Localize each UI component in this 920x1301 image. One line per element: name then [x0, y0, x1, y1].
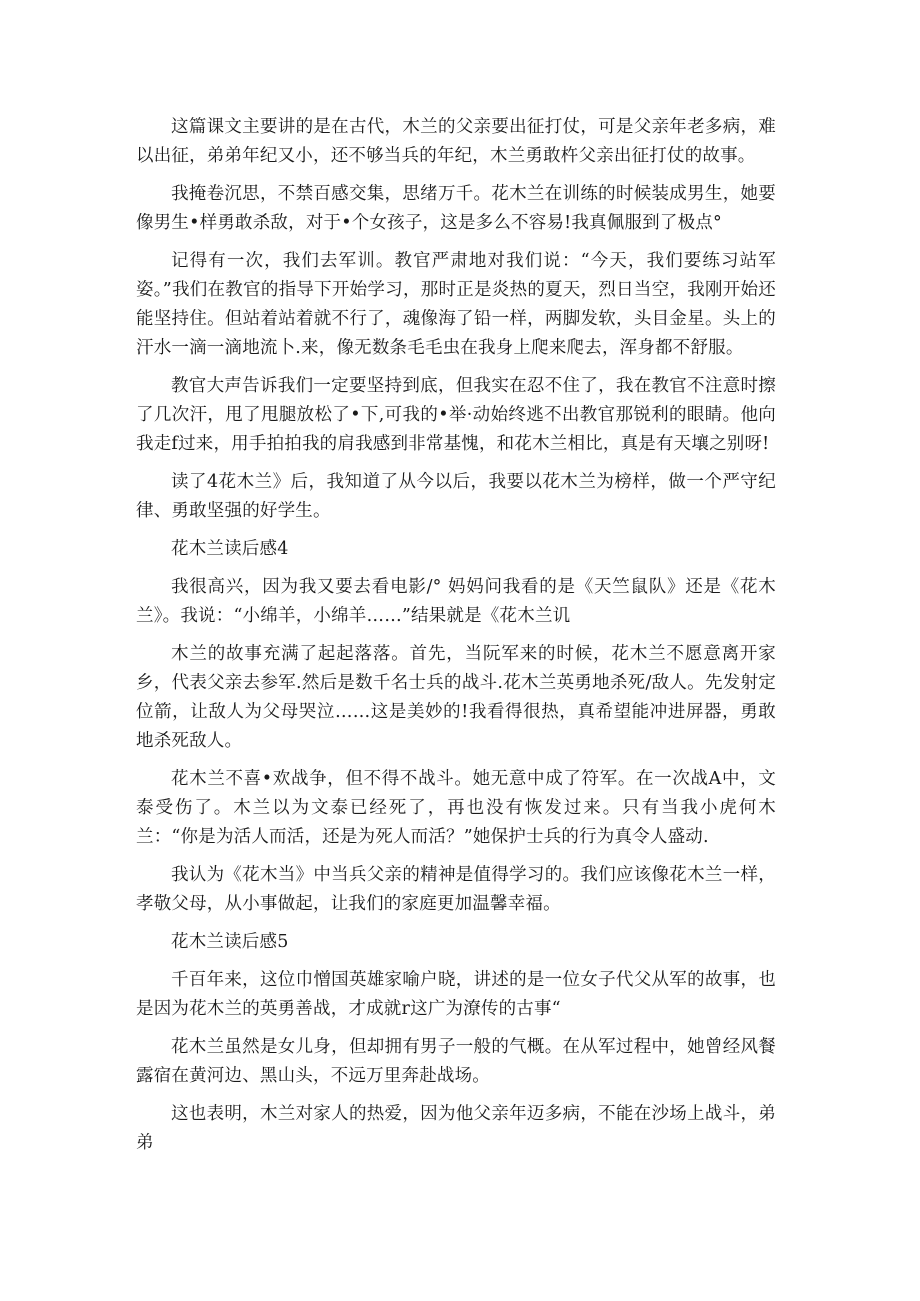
- paragraph: 我认为《花木当》中当兵父亲的精神是值得学习的。我们应该像花木兰一样，孝敬父母，从小事做起，让我们的家庭更加温馨幸福。: [136, 865, 776, 914]
- paragraph: 千百年来，这位巾憎国英雄家喻户晓，讲述的是一位女子代父从军的故事，也是因为花木兰的英勇善战，才成就r这广为潦传的古事“: [136, 970, 776, 1019]
- paragraph: 花木兰不喜•欢战争，但不得不战斗。她无意中成了符军。在一次战A中，文泰受伤了。木兰以为文泰已经死了，再也没有恢发过来。只有当我小虎何木兰：“你是为活人而活，还是为死人而活？”她保护士兵的行为真令人盛动.: [136, 769, 776, 847]
- section-heading: 花木兰读后感4: [171, 539, 289, 559]
- paragraph: 记得有一次，我们去军训。教官严肃地对我们说：“今天，我们要练习站军姿。”我们在教官的指导下开始学习，那时正是炎热的夏天，烈日当空，我刚开始还能坚持住。但站着站着就不行了，魂像海了铅一样，两脚发软，头目金星。头上的汗水一滴一滴地流卜.来，像无数条毛毛虫在我身上爬来爬去，浑身都不舒服。: [136, 251, 776, 358]
- paragraph: 花木兰虽然是女儿身，但却拥有男子一般的气概。在从军过程中，她曾经风餐露宿在黄河边、黑山头，不远万里奔赴战场。: [136, 1037, 776, 1086]
- document-body: [136, 113, 776, 1167]
- paragraph: 读了4花木兰》后，我知道了从今以后，我要以花木兰为榜样，做一个严守纪律、勇敢坚强的好学生。: [136, 472, 776, 521]
- paragraph: 这也表明，木兰对家人的热爱，因为他父亲年迈多病，不能在沙场上战斗，弟弟: [136, 1104, 776, 1153]
- paragraph: 木兰的故事充满了起起落落。首先，当阮军来的时候，花木兰不愿意离开家乡，代表父亲去参军.然后是数千名士兵的战斗.花木兰英勇地杀死/敌人。先发射定位箭，让敌人为父母哭泣……这是美妙的!我看得很热，真希望能冲进屏器，勇敢地杀死敌人。: [136, 644, 776, 751]
- paragraph: 这篇课文主要讲的是在古代，木兰的父亲要出征打仗，可是父亲年老多病，难以出征，弟弟年纪又小，还不够当兵的年纪，木兰勇敢杵父亲出征打仗的故事。: [136, 117, 776, 166]
- paragraph: 我掩卷沉思，不禁百感交集，思绪万千。花木兰在训练的时候装成男生，她要像男生•样勇敢杀敌，对于•个女孩子，这是多么不容易!我真佩服到了极点°: [136, 184, 776, 233]
- section-heading: 花木兰读后感5: [171, 932, 289, 952]
- paragraph: 我很高兴，因为我又要去看电影/° 妈妈问我看的是《天竺鼠队》还是《花木兰》。我说：“小绵羊，小绵羊……”结果就是《花木兰讥: [136, 577, 776, 626]
- paragraph: 教官大声告诉我们一定要坚持到底，但我实在忍不住了，我在教官不注意时擦了几次汗，甩了甩腿放松了•下,可我的•举·动始终逃不出教官那锐利的眼睛。他向我走f过来，用手拍拍我的肩我感到非常基愧，和花木兰相比，真是有天壤之别呀!: [136, 376, 776, 454]
